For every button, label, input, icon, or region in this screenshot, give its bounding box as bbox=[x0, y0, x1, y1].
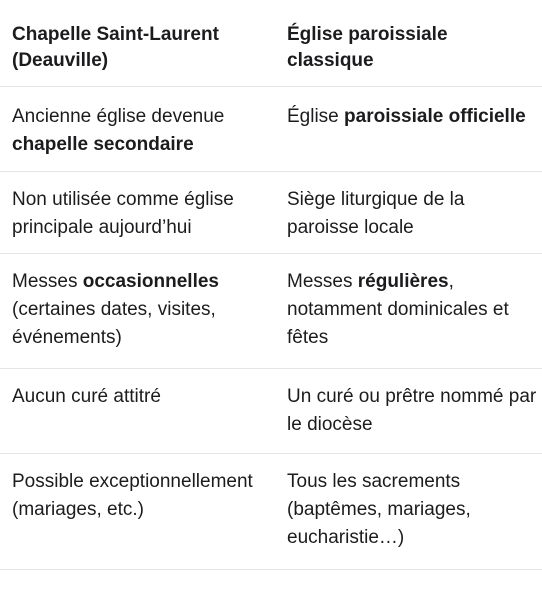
cell-text: Messes bbox=[287, 271, 358, 292]
table-cell bbox=[275, 383, 542, 453]
table-row bbox=[0, 254, 542, 369]
table-cell bbox=[275, 268, 542, 368]
table-cell bbox=[275, 468, 542, 569]
cell-text: Un curé ou prêtre nommé par le diocèse bbox=[287, 386, 537, 435]
cell-text: Siège liturgique de la paroisse locale bbox=[287, 189, 465, 238]
cell-text: Église bbox=[287, 106, 345, 127]
cell-text-bold: chapelle secondaire bbox=[12, 134, 194, 155]
header-cell-chapelle: Chapelle Saint-Laurent (Deauville) bbox=[12, 24, 219, 71]
header-cell-eglise: Église paroissiale classique bbox=[287, 24, 448, 71]
table-cell bbox=[0, 468, 275, 569]
cell-text: (certaines dates, visites, événements) bbox=[12, 299, 216, 348]
cell-text-bold: paroissiale officielle bbox=[344, 106, 526, 127]
cell-text: Possible exceptionnellement (mariages, etc.) bbox=[12, 471, 253, 520]
cell-text: Aucun curé attitré bbox=[12, 386, 161, 407]
table-row bbox=[0, 454, 542, 570]
cell-text-bold: occasionnelles bbox=[82, 271, 219, 292]
table-row bbox=[0, 87, 542, 172]
table-row bbox=[0, 369, 542, 454]
table-header-row bbox=[0, 0, 542, 87]
cell-text: Tous les sacrements (baptêmes, mariages, eucharistie…) bbox=[287, 471, 471, 548]
table-cell bbox=[0, 268, 275, 368]
table-cell bbox=[275, 103, 542, 171]
cell-text: Ancienne église devenue bbox=[12, 106, 225, 127]
table-cell bbox=[0, 103, 275, 171]
cell-text: Non utilisée comme église principale aujourd’hui bbox=[12, 189, 234, 238]
table-cell bbox=[0, 186, 275, 253]
table-cell bbox=[0, 383, 275, 453]
cell-text: , notamment dominicales et fêtes bbox=[287, 271, 509, 348]
cell-text: Messes bbox=[12, 271, 83, 292]
cell-text-bold: régulières bbox=[357, 271, 449, 292]
table-row bbox=[0, 172, 542, 254]
table-cell bbox=[275, 186, 542, 253]
